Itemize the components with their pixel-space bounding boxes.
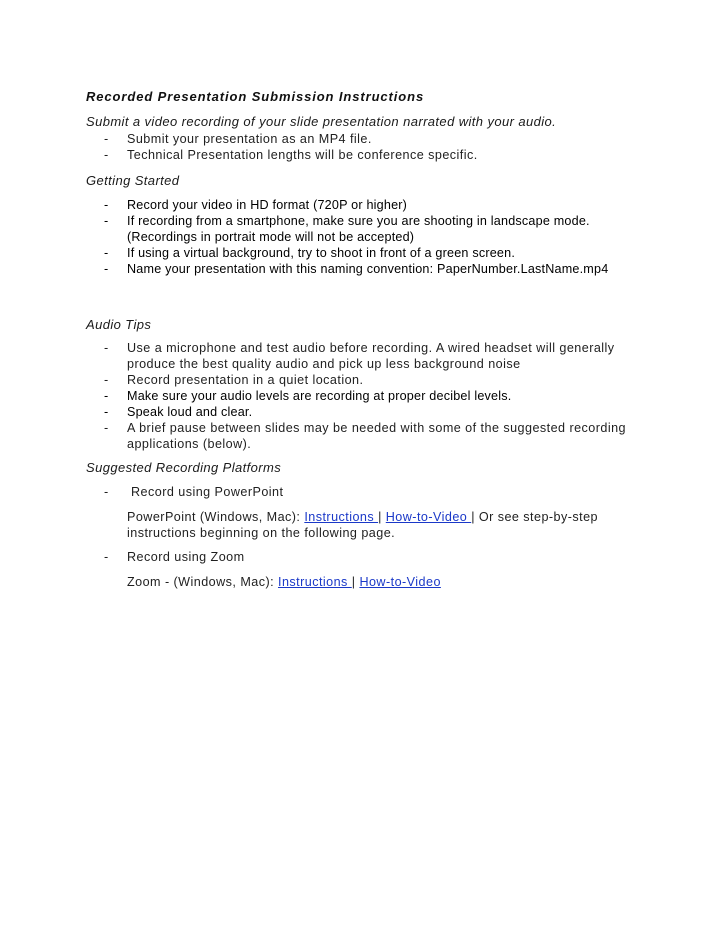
list-item-text: If using a virtual background, try to shoot in front of a green screen.: [127, 246, 516, 260]
bullet-dash: -: [104, 485, 109, 499]
list-item: [0, 131, 627, 147]
getting-started-list: [0, 197, 720, 277]
powerpoint-instructions-link[interactable]: Instructions: [304, 510, 379, 524]
list-item-text: Speak loud and clear.: [127, 405, 253, 419]
list-item-text: Record your video in HD format (720P or higher): [127, 198, 408, 212]
list-item: [0, 420, 627, 452]
powerpoint-label: Record using PowerPoint: [131, 485, 284, 499]
bullet-dash: -: [104, 373, 109, 387]
platforms-heading: Suggested Recording Platforms: [86, 460, 282, 475]
bullet-dash: -: [104, 421, 109, 435]
bullet-dash: -: [104, 148, 109, 162]
list-item-text: Technical Presentation lengths will be conference specific.: [127, 148, 478, 162]
list-item-text: Record presentation in a quiet location.: [127, 373, 364, 387]
bullet-dash: -: [104, 198, 109, 212]
list-item: [0, 213, 627, 245]
intro-list: [0, 131, 720, 163]
list-item-text: Use a microphone and test audio before recording. A wired headset will generally produce the best quality audio and pick up less background noise: [127, 341, 615, 371]
list-item: [0, 147, 627, 163]
audio-tips-heading: Audio Tips: [86, 317, 152, 332]
list-item-text: Make sure your audio levels are recording at proper decibel levels.: [127, 389, 512, 403]
audio-tips-list: [0, 340, 720, 452]
list-item-text: If recording from a smartphone, make sure you are shooting in landscape mode. (Recordings in portrait mode will not be accepted): [127, 214, 590, 244]
list-item: [0, 404, 627, 420]
zoom-links: [127, 574, 627, 590]
bullet-dash: -: [104, 405, 109, 419]
link-separator: |: [351, 575, 356, 589]
powerpoint-links: [127, 509, 627, 541]
list-item: [0, 245, 627, 261]
zoom-how-to-video-link[interactable]: How-to-Video: [359, 575, 441, 589]
document-title: Recorded Presentation Submission Instructions: [86, 89, 425, 104]
bullet-dash: -: [104, 262, 109, 276]
bullet-dash: -: [104, 389, 109, 403]
zoom-prefix: Zoom - (Windows, Mac):: [127, 575, 278, 589]
zoom-label: Record using Zoom: [127, 550, 245, 564]
bullet-dash: -: [104, 214, 109, 228]
bullet-dash: -: [104, 132, 109, 146]
list-item: [0, 261, 627, 277]
list-item: [0, 388, 627, 404]
list-item-text: A brief pause between slides may be needed with some of the suggested recording applications (below).: [127, 421, 627, 451]
zoom-instructions-link[interactable]: Instructions: [278, 575, 352, 589]
list-item-text: Submit your presentation as an MP4 file.: [127, 132, 372, 146]
bullet-dash: -: [104, 550, 109, 564]
powerpoint-prefix: PowerPoint (Windows, Mac):: [127, 510, 305, 524]
powerpoint-suffix: | Or see step-by-step instructions beginning on the following page.: [127, 510, 598, 540]
list-item: [0, 197, 627, 213]
list-item: [0, 340, 627, 372]
list-item: [0, 372, 627, 388]
getting-started-heading: Getting Started: [86, 173, 180, 188]
list-item-text: Name your presentation with this naming convention: PaperNumber.LastName.mp4: [127, 262, 609, 276]
intro-text: Submit a video recording of your slide presentation narrated with your audio.: [86, 114, 557, 129]
bullet-dash: -: [104, 246, 109, 260]
powerpoint-how-to-video-link[interactable]: How-to-Video: [385, 510, 472, 524]
bullet-dash: -: [104, 341, 109, 355]
link-separator: |: [378, 510, 382, 524]
